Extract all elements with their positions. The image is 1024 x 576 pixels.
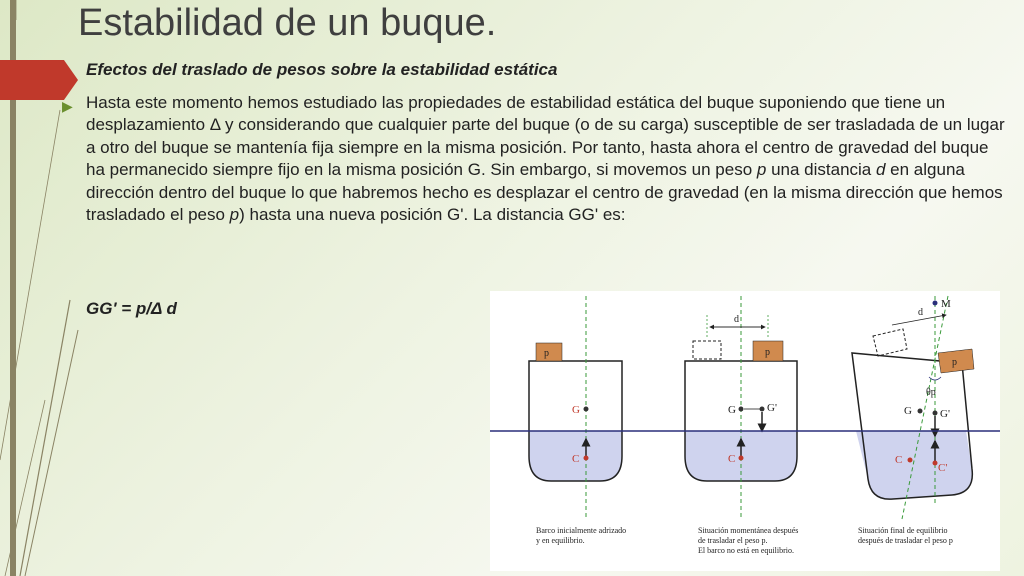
paragraph-part: una distancia bbox=[766, 160, 876, 180]
ship-1-weight bbox=[536, 343, 562, 361]
ship-3-old-weight bbox=[873, 329, 907, 356]
ship-2-g-point bbox=[739, 407, 744, 412]
caption-line: Barco inicialmente adrizado bbox=[536, 526, 627, 535]
ship-3-weight-label: p bbox=[952, 357, 957, 368]
paragraph-part: ) hasta una nueva posición G'. La distancia GG' es: bbox=[239, 205, 626, 225]
ship-1-g-label: G bbox=[572, 404, 580, 416]
weight-variable: p bbox=[229, 205, 240, 225]
paragraph-part: Hasta este momento hemos estudiado las propiedades de estabilidad estática del buque suponiendo que tiene un desplazamiento Δ y considerando que cualquier parte del buque (o de su carga) susceptible de ser trasladada de un lugar a otro del buque se mantenía fija siempre en la misma posición. Por tanto, hasta ahora el centro de gravedad del buque ha permanecido siempre fijo en la misma posición G. Sin embargo, si movemos un peso bbox=[86, 93, 1005, 180]
ship-3-gprime-point bbox=[933, 411, 938, 416]
ship-1-g-point bbox=[584, 407, 589, 412]
caption-ship-1 bbox=[536, 526, 626, 546]
ship-2-weight-label: p bbox=[765, 347, 770, 358]
ship-2-c-label: C bbox=[728, 453, 736, 465]
ship-stability-figure bbox=[490, 291, 1000, 571]
caption-line: El barco no está en equilibrio. bbox=[698, 546, 794, 555]
ship-2-shifted bbox=[685, 296, 797, 519]
ship-3-cprime-point bbox=[933, 461, 938, 466]
ship-3-distance-label: d bbox=[918, 307, 923, 318]
caption-ship-3 bbox=[858, 526, 953, 546]
slide-title: Estabilidad de un buque. bbox=[78, 2, 497, 44]
ship-3-gprime-label: G' bbox=[940, 408, 950, 420]
red-accent-flag bbox=[0, 60, 78, 100]
ship-1-c-label: C bbox=[572, 453, 580, 465]
ship-2-old-weight bbox=[693, 341, 721, 359]
ship-3-water bbox=[856, 431, 972, 499]
ship-1-c-point bbox=[584, 456, 589, 461]
distance-variable: d bbox=[875, 160, 886, 180]
ship-2-gprime-label: G' bbox=[767, 402, 777, 414]
ship-3-heeled bbox=[852, 296, 974, 519]
ship-3-m-label: M bbox=[941, 298, 951, 310]
ship-2-g-label: G bbox=[728, 404, 736, 416]
caption-line: y en equilibrio. bbox=[536, 536, 585, 545]
body-paragraph bbox=[86, 92, 1006, 226]
ship-2-gprime-point bbox=[760, 407, 765, 412]
ship-3-c-label: C bbox=[895, 454, 903, 466]
ship-3-theta-label: θp bbox=[926, 387, 936, 398]
caption-ship-2 bbox=[698, 526, 798, 556]
ship-2-distance-label: d bbox=[734, 314, 739, 325]
slide-subtitle: Efectos del traslado de pesos sobre la estabilidad estática bbox=[86, 60, 558, 79]
ship-3-m-point bbox=[933, 301, 938, 306]
caption-line: Situación momentánea después bbox=[698, 526, 799, 535]
ship-3-g-label: G bbox=[904, 405, 912, 417]
weight-variable: p bbox=[756, 160, 767, 180]
caption-line: después de trasladar el peso p bbox=[858, 536, 953, 545]
ship-3-cprime-label: C' bbox=[938, 462, 948, 474]
caption-line: Situación final de equilibrio bbox=[858, 526, 948, 535]
caption-line: de trasladar el peso p. bbox=[698, 536, 768, 545]
ship-3-c-point bbox=[908, 458, 913, 463]
paragraph-part: en alguna dirección dentro del buque lo que habremos hecho es desplazar el centro de gravedad (en la misma dirección que hemos trasladado el peso bbox=[86, 160, 1003, 225]
formula: GG' = p/Δ d bbox=[86, 299, 177, 318]
ship-3-g-point bbox=[918, 409, 923, 414]
ship-2-c-point bbox=[739, 456, 744, 461]
bullet-icon: ▶ bbox=[62, 98, 73, 114]
ship-1-weight-label: p bbox=[544, 348, 549, 359]
ship-1-upright bbox=[529, 296, 622, 519]
